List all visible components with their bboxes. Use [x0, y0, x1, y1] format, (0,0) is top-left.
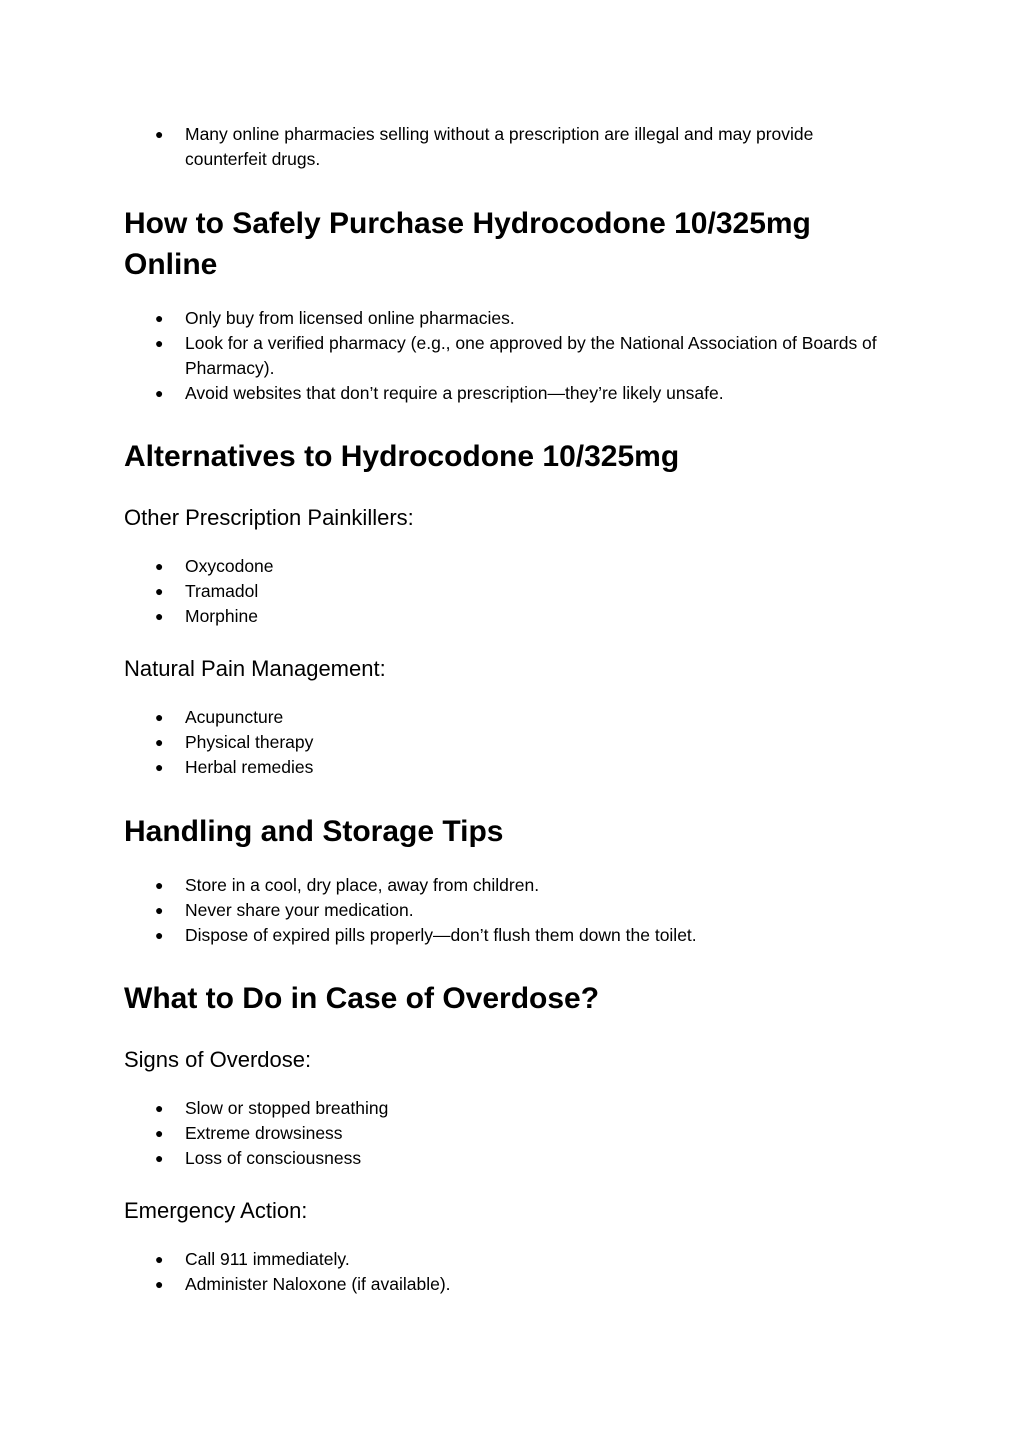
- subheading-natural-pain-management: Natural Pain Management:: [124, 656, 386, 681]
- natural-pain-management-list: [124, 705, 884, 780]
- list-item: ● Extreme drowsiness: [124, 1121, 884, 1146]
- list-item: ● Oxycodone: [124, 554, 884, 579]
- list-item: ● Herbal remedies: [124, 755, 884, 780]
- list-item: ● Loss of consciousness: [124, 1146, 884, 1171]
- list-item: ● Avoid websites that don’t require a prescription—they’re likely unsafe.: [124, 381, 884, 406]
- subheading-emergency-action: Emergency Action:: [124, 1198, 308, 1223]
- emergency-action-list: [124, 1247, 884, 1297]
- list-item: ● Call 911 immediately.: [124, 1247, 884, 1272]
- heading-safe-purchase: How to Safely Purchase Hydrocodone 10/325mg Online: [124, 207, 811, 281]
- list-item: ● Morphine: [124, 604, 884, 629]
- prescription-painkillers-list: [124, 554, 884, 629]
- list-item: ● Dispose of expired pills properly—don’t flush them down the toilet.: [124, 923, 884, 948]
- subheading-prescription-painkillers: Other Prescription Painkillers:: [124, 505, 414, 530]
- list-item: ● Never share your medication.: [124, 898, 884, 923]
- list-item: ● Administer Naloxone (if available).: [124, 1272, 884, 1297]
- list-item: ● Only buy from licensed online pharmacies.: [124, 306, 884, 331]
- safe-purchase-list: [124, 306, 884, 406]
- signs-of-overdose-list: [124, 1096, 884, 1171]
- intro-list: [124, 122, 884, 172]
- list-item: ● Slow or stopped breathing: [124, 1096, 884, 1121]
- heading-alternatives: Alternatives to Hydrocodone 10/325mg: [124, 440, 680, 473]
- list-item: ● Physical therapy: [124, 730, 884, 755]
- heading-overdose: What to Do in Case of Overdose?: [124, 982, 600, 1015]
- list-item: ● Tramadol: [124, 579, 884, 604]
- list-item: ● Store in a cool, dry place, away from children.: [124, 873, 884, 898]
- subheading-signs-of-overdose: Signs of Overdose:: [124, 1047, 312, 1072]
- heading-storage: Handling and Storage Tips: [124, 815, 504, 848]
- list-item: ● Acupuncture: [124, 705, 884, 730]
- list-item: ● Many online pharmacies selling without a prescription are illegal and may provide counterfeit drugs.: [124, 122, 884, 172]
- list-item: ● Look for a verified pharmacy (e.g., one approved by the National Association of Boards of Pharmacy).: [124, 331, 884, 381]
- storage-list: [124, 873, 884, 948]
